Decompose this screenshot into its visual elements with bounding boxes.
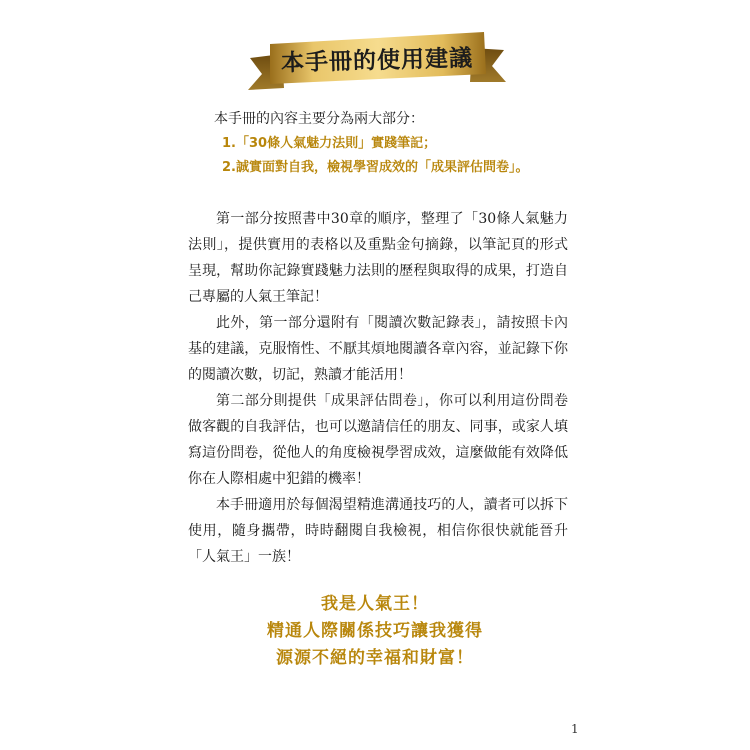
paragraph-4: 本手冊適用於每個渴望精進溝通技巧的人，讀者可以拆下使用，隨身攜帶，時時翻閱自我檢視，相信你很快就能晉升「人氣王」一族！ xyxy=(188,497,568,565)
intro-section xyxy=(214,106,574,180)
slogan-line-2: 精通人際關係技巧讓我獲得 xyxy=(267,621,483,641)
body-text xyxy=(188,206,568,570)
paragraph-1: 第一部分按照書中30章的順序，整理了「30條人氣魅力法則」，提供實用的表格以及重點金句摘錄，以筆記頁的形式呈現，幫助你記錄實踐魅力法則的歷程與取得的成果，打造自己專屬的人氣王筆記！ xyxy=(188,211,568,305)
slogan-block xyxy=(0,591,750,672)
paragraph-2: 此外，第一部分還附有「閱讀次數記錄表」，請按照卡內基的建議，克服惰性、不厭其煩地閱讀各章內容，並記錄下你的閱讀次數，切記，熟讀才能活用！ xyxy=(188,315,568,383)
page-title: 本手冊的使用建議 xyxy=(280,45,474,77)
intro-item-1: 1.「30條人氣魅力法則」實踐筆記； xyxy=(222,136,437,151)
paragraph-3: 第二部分則提供「成果評估問卷」，你可以利用這份問卷做客觀的自我評估，也可以邀請信任的朋友、同事，或家人填寫這份問卷，從他人的角度檢視學習成效，這麼做能有效降低你在人際相處中犯錯的機率！ xyxy=(188,393,568,487)
title-banner xyxy=(248,22,506,94)
slogan-line-1: 我是人氣王！ xyxy=(321,594,429,614)
intro-lead: 本手冊的內容主要分為兩大部分： xyxy=(214,111,424,127)
intro-item-2: 2.誠實面對自我，檢視學習成效的「成果評估問卷」。 xyxy=(222,160,529,175)
slogan-line-3: 源源不絕的幸福和財富！ xyxy=(276,648,474,668)
page-number: 1 xyxy=(571,722,579,736)
